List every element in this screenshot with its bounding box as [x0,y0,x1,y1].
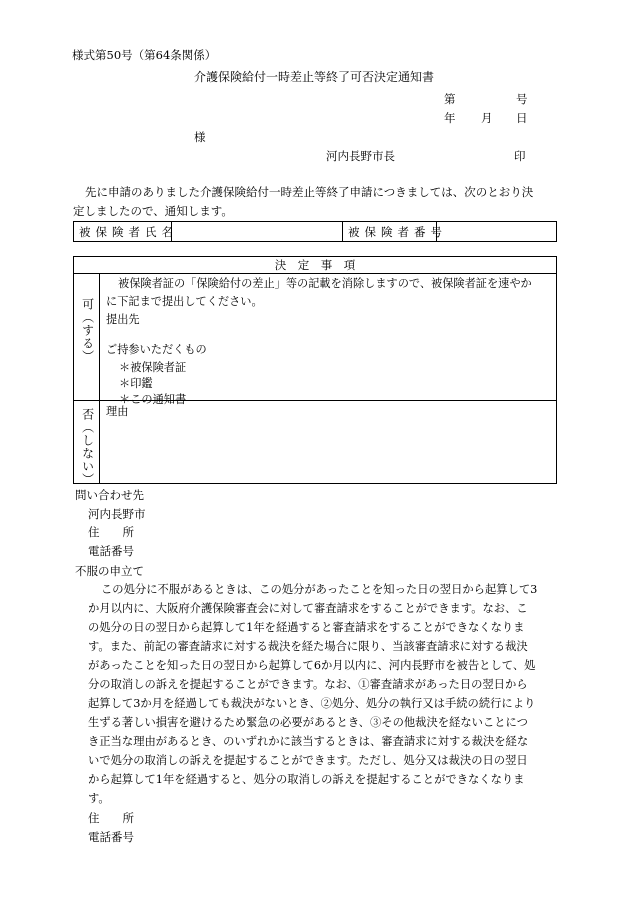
appeal-line: 起算して3か月を経過しても裁決がないとき、②処分、処分の執行又は手続の続行により [88,697,536,710]
contact-org: 河内長野市 [88,507,146,521]
date-month: 月 [481,111,493,125]
issuer-name: 河内長野市長 [326,149,395,163]
contact-address-label: 住 所 [88,525,134,539]
appeal-line: す。また、前記の審査請求に対する裁決を経た場合に限り、当該審査請求に対する裁決 [88,640,528,653]
approve-text-line-2: に下記まで提出してください。 [106,295,263,308]
appeal-phone-label: 電話番号 [88,830,134,844]
insured-number-label: 被保険者番号 [348,225,447,239]
bring-item: ＊被保険者証 [119,361,187,374]
document-title: 介護保険給付一時差止等終了可否決定通知書 [194,70,435,84]
appeal-line: いで処分の取消しの訴えを提起することができます。ただし、処分又は裁決の日の翌日 [88,754,528,767]
date-day: 日 [516,111,528,125]
intro-line-2: 定しましたので、通知します。 [73,204,233,218]
contact-phone-label: 電話番号 [88,544,134,558]
appeal-line: す。 [88,792,110,805]
reason-label: 理由 [106,405,129,418]
appeal-line: 分の取消しの訴えを提起することができます。なお、①審査請求があった日の翌日から [88,678,528,691]
appeal-line: か月以内に、大阪府介護保険審査会に対して審査請求をすることができます。なお、こ [88,602,528,615]
deny-label: 否（しない） [80,408,95,486]
number-suffix: 号 [516,92,528,106]
appeal-line: き正当な理由があるとき、のいずれかに該当するときは、審査請求に対する裁決を経な [88,735,529,748]
appeal-label: 不服の申立て [75,564,144,578]
approve-text-line-1: 被保険者証の「保険給付の差止」等の記載を消除しますので、被保険者証を速やか [118,277,532,290]
date-year: 年 [444,111,456,125]
appeal-line: から起算して1年を経過すると、処分の取消しの訴えを提起することができなくなりま [88,773,525,786]
submit-to-label: 提出先 [106,313,140,326]
appeal-line: 生ずる著しい損害を避けるため緊急の必要があるとき、③その他裁決を経ないことにつ [88,716,528,729]
bring-items-label: ご持参いただくもの [106,343,207,356]
bring-item: ＊この通知書 [119,393,187,406]
approve-label: 可（する） [80,298,95,363]
bring-item: ＊印鑑 [119,377,153,390]
intro-line-1: 先に申請のありました介護保険給付一時差止等終了申請につきましては、次のとおり決 [85,185,534,199]
number-prefix: 第 [444,92,456,106]
addressee-honorific: 様 [194,130,206,144]
form-number: 様式第50号（第64条関係） [72,48,217,62]
contact-label: 問い合わせ先 [75,488,144,502]
seal-mark: 印 [514,149,526,163]
appeal-line: があったことを知った日の翌日から起算して6か月以内に、河内長野市を被告として、処 [88,659,536,672]
insured-name-label: 被保険者氏名 [79,225,178,239]
appeal-address-label: 住 所 [88,811,134,825]
decision-header: 決 定 事 項 [274,258,356,272]
appeal-line: この処分に不服があるときは、この処分があったことを知った日の翌日から起算して3 [101,583,538,596]
appeal-line: の処分の日の翌日から起算して1年を経過すると審査請求をすることができなくなりま [88,621,525,634]
